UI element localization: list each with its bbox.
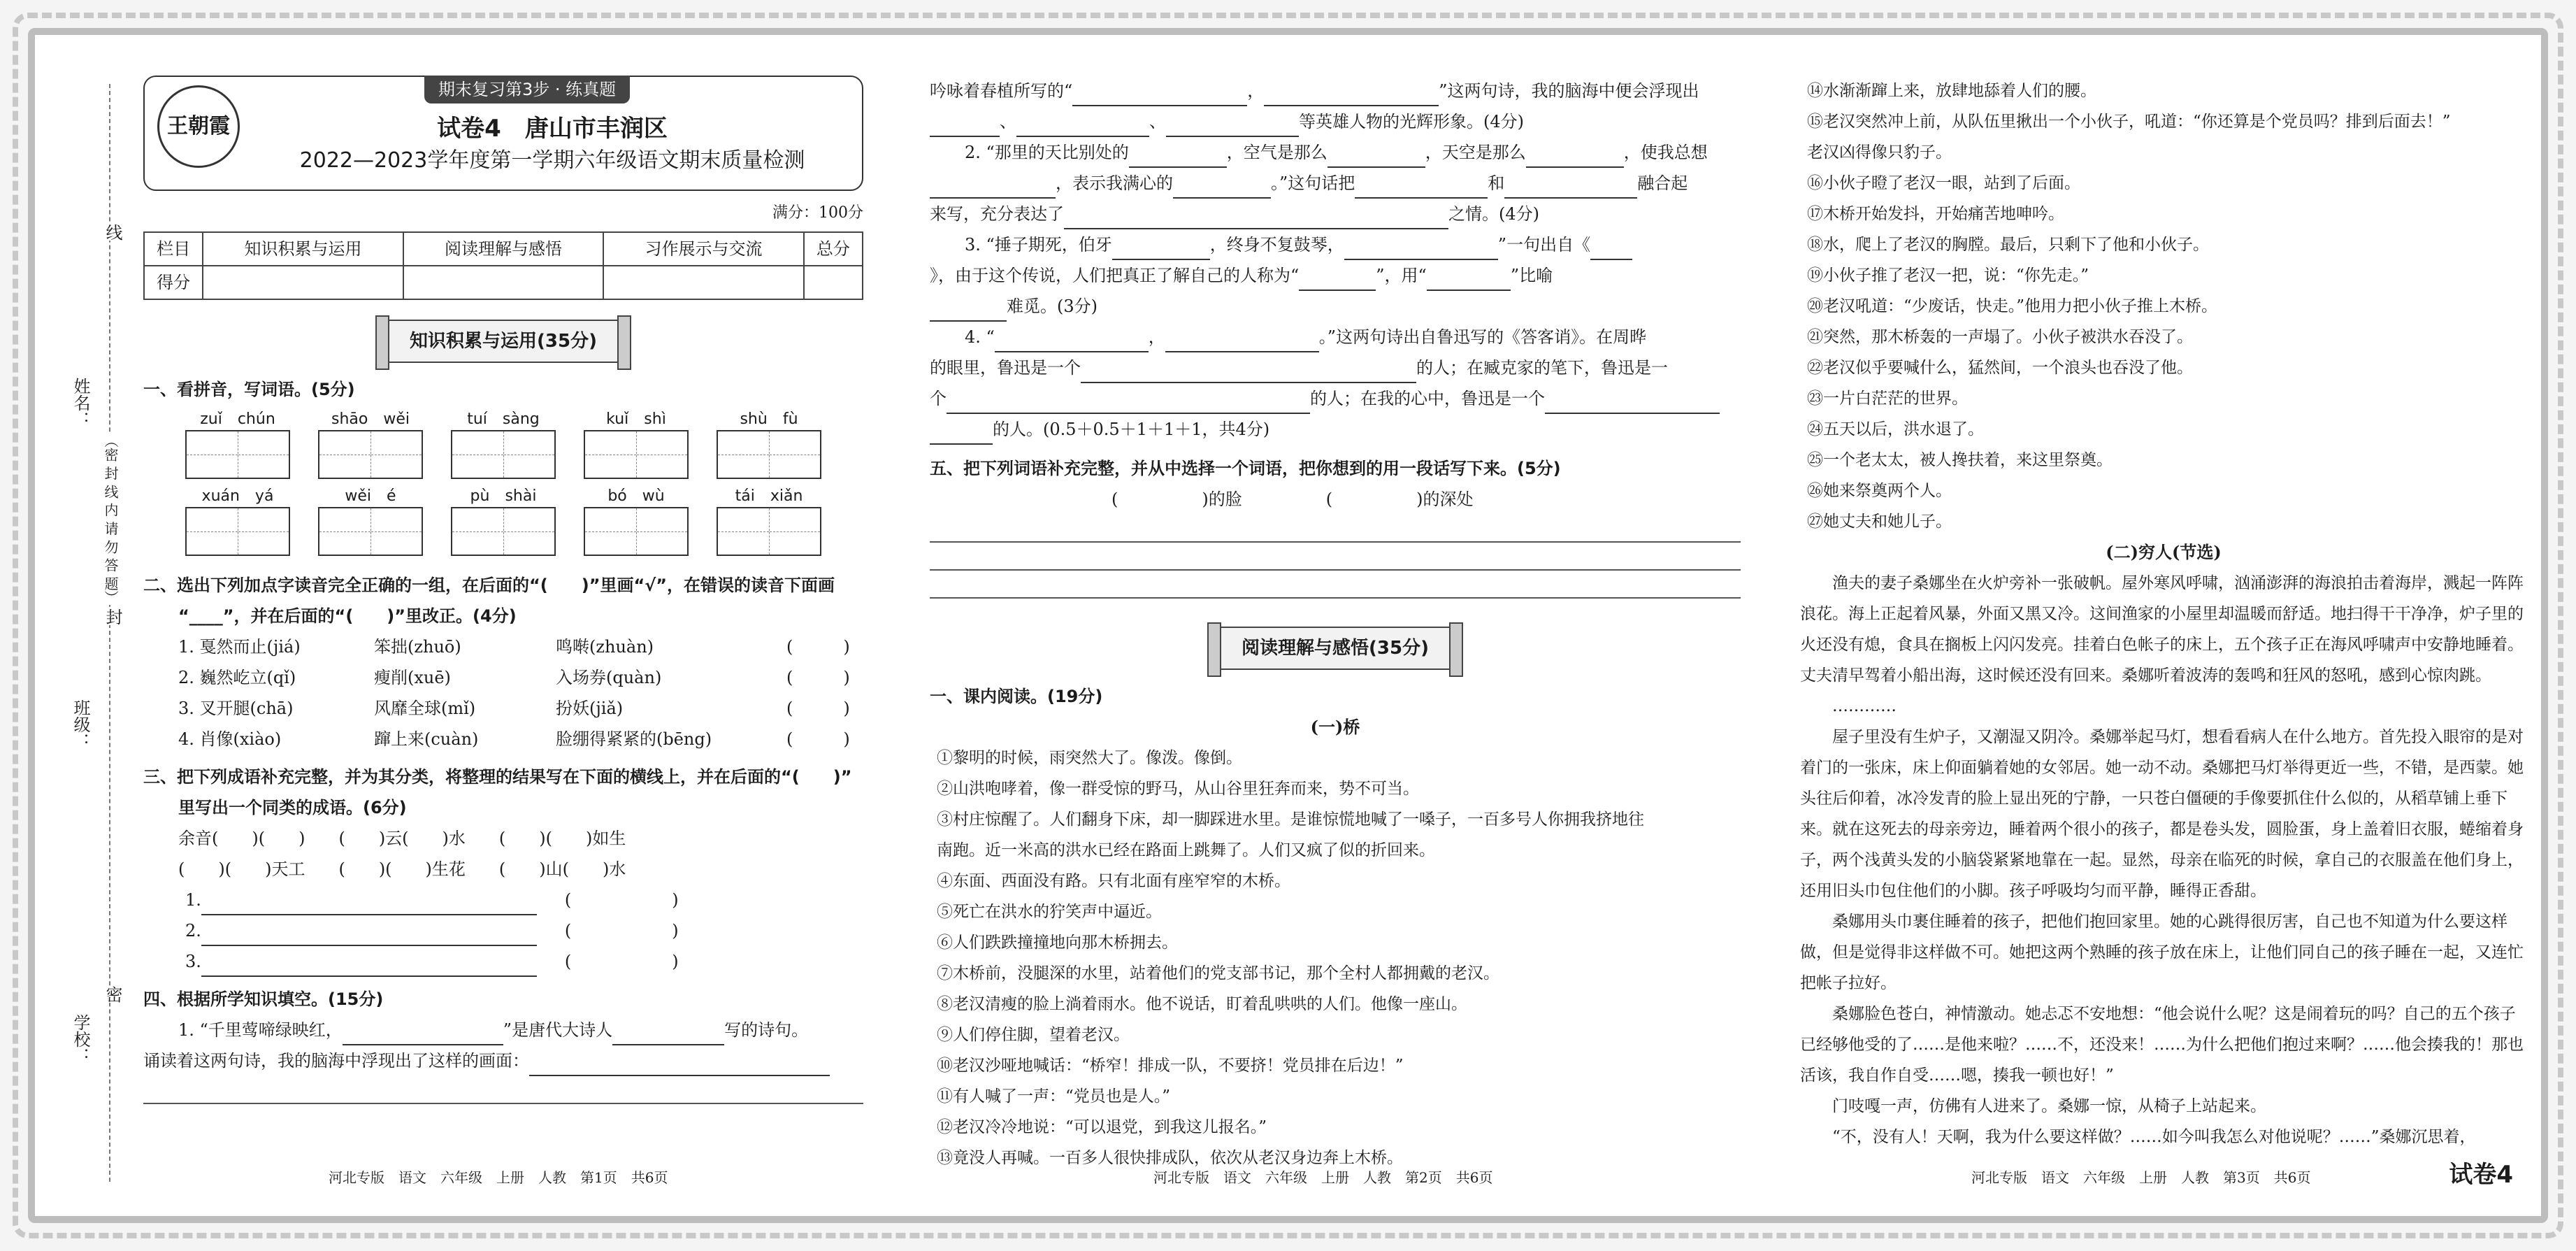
story-line: ⑱水，爬上了老汉的胸膛。最后，只剩下了他和小伙子。 <box>1807 236 2209 254</box>
story-bridge-continued <box>1800 76 2527 537</box>
story-line: ⑭水渐渐蹿上来，放肆地舔着人们的腰。 <box>1807 82 2096 100</box>
writing-box[interactable] <box>185 507 290 556</box>
section-reading: 阅读理解与感悟(35分) <box>1220 627 1451 670</box>
story-paragraph: 桑娜用头巾裹住睡着的孩子，把他们抱回家里。她的心跳得很厉害，自己也不知道为什么要这样做，但是觉得非这样做不可。她把这两个熟睡的孩子放在床上，让他们同自己的孩子睡在一起，又连忙把帐子拉好。 <box>1800 913 2524 992</box>
ellipsis: ………… <box>1832 697 1897 715</box>
q4-line-2: 诵读着这两句诗，我的脑海中浮现出了这样的画面： <box>143 1045 863 1076</box>
q3-title: 三、把下列成语补充完整，并为其分类，将整理的结果写在下面的横线上，并在后面的“( )” <box>143 767 852 787</box>
page-3 <box>1800 76 2527 1182</box>
story-paragraph: “不，没有人！天啊，我为什么要这样做？……如今叫我怎么对他说呢？……”桑娜沉思着， <box>1832 1128 2476 1146</box>
page-1 <box>143 76 863 1182</box>
story-line: ⑯小伙子瞪了老汉一眼，站到了后面。 <box>1807 174 2080 192</box>
seal-mark-1: 线 <box>101 224 125 241</box>
seal-mark-2: 封 <box>101 608 125 625</box>
writing-box[interactable] <box>318 430 423 479</box>
story-line: ⑫老汉冷冷地说：“可以退党，到我这儿报名。” <box>937 1118 1267 1136</box>
story-line: 南跑。近一米高的洪水已经在路面上跳舞了。人们又疯了似的折回来。 <box>937 841 1435 859</box>
writing-box[interactable] <box>717 430 821 479</box>
section-knowledge: 知识积累与运用(35分) <box>388 320 619 363</box>
q2-title: 二、选出下列加点字读音完全正确的一组，在后面的“( )”里画“√”，在错误的读音下面画 <box>143 576 835 595</box>
story-line: ⑦木桥前，没腿深的水里，站着他们的党支部书记，那个全村人都拥戴的老汉。 <box>937 964 1499 982</box>
story-line: ①黎明的时候，雨突然大了。像泼。像倒。 <box>937 749 1242 767</box>
story-paragraph: 渔夫的妻子桑娜坐在火炉旁补一张破帆。屋外寒风呼啸，汹涌澎湃的海浪拍击着海岸，溅起一阵阵浪花。海上正起着风暴，外面又黑又冷。这间渔家的小屋里却温暖而舒适。地扫得干干净净，炉子里的火还没有熄，食具在搁板上闪闪发亮。挂着白色帐子的床上，五个孩子正在海风呼啸声中安静地睡着。丈夫清早驾着小船出海，这时候还没有回来。桑娜听着波涛的轰鸣和狂风的怒吼，感到心惊肉跳。 <box>1800 574 2524 685</box>
score-table: 栏目 知识积累与运用 阅读理解与感悟 习作展示与交流 总分 得分 <box>143 231 863 300</box>
story-line: ㉖她来祭奠两个人。 <box>1807 482 1952 500</box>
q3-title-2: 里写出一个同类的成语。(6分) <box>178 798 407 817</box>
writing-box[interactable] <box>451 430 556 479</box>
review-badge: 期末复习第3步 · 练真题 <box>424 76 630 103</box>
q4-title: 四、根据所学知识填空。(15分) <box>143 989 384 1009</box>
story-paragraph: 屋子里没有生炉子，又潮湿又阴冷。桑娜举起马灯，想看看病人在什么地方。首先投入眼帘的是对着门的一张床，床上仰面躺着她的女邻居。她一动不动。桑娜把马灯举得更近一些，不错，是西蒙。她头往后仰着，冰冷发青的脸上显出死的宁静，一只苍白僵硬的手像要抓住什么似的，从稻草铺上垂下来。就在这死去的母亲旁边，睡着两个很小的孩子，都是卷头发，圆脸蛋，身上盖着旧衣服，蜷缩着身子，两个浅黄头发的小脑袋紧紧地靠在一起。显然，母亲在临死的时候，拿自己的衣服盖在他们身上，还用旧头巾包住他们的小脚。孩子呼吸均匀而平静，睡得正香甜。 <box>1800 728 2524 900</box>
story-line: ㉕一个老太太，被人搀扶着，来这里祭奠。 <box>1807 451 2113 469</box>
pinyin-row-2: xuán yá wěi é pù shài bó wù tái xiǎn <box>185 486 863 556</box>
story-line: ㉑突然，那木桥轰的一声塌了。小伙子被洪水吞没了。 <box>1807 328 2193 346</box>
story-line: ⑪有人喊了一声：“党员也是人。” <box>937 1087 1171 1106</box>
story-bridge <box>930 743 1741 1173</box>
writing-box[interactable] <box>318 507 423 556</box>
writing-box[interactable] <box>451 507 556 556</box>
school-label: 学校： <box>71 1014 90 1064</box>
q3-answer-2[interactable]: 2. ( ) <box>143 915 863 946</box>
exam-title: 试卷4 唐山市丰润区 <box>437 115 668 143</box>
story-line: 老汉凶得像只豹子。 <box>1807 143 1952 162</box>
story-line: ⑤死亡在洪水的狞笑声中逼近。 <box>937 903 1162 921</box>
writing-box[interactable] <box>717 507 821 556</box>
reading-q1-title: 一、课内阅读。(19分) <box>930 687 1103 706</box>
q3-answer-3[interactable]: 3. ( ) <box>143 946 863 977</box>
idiom-line-1: 余音( )( ) ( )云( )水 ( )( )如生 <box>178 829 626 848</box>
story-line: ⑥人们跌跌撞撞地向那木桥拥去。 <box>937 934 1178 952</box>
story-line: ㉓一片白茫茫的世界。 <box>1807 389 1968 408</box>
story-line: ⑨人们停住脚，望着老汉。 <box>937 1026 1130 1044</box>
idiom-line-2: ( )( )天工 ( )( )生花 ( )山( )水 <box>178 859 626 879</box>
story-line: ⑧老汉清瘦的脸上淌着雨水。他不说话，盯着乱哄哄的人们。他像一座山。 <box>937 995 1467 1013</box>
story-line: ④东面、西面没有路。只有北面有座窄窄的木桥。 <box>937 872 1290 890</box>
class-label: 班级： <box>71 699 90 750</box>
q4-line-1: 1. “千里莺啼绿映红， ”是唐代大诗人 写的诗句。 <box>143 1015 863 1045</box>
story-paragraph: 门吱嘎一声，仿佛有人进来了。桑娜一惊，从椅子上站起来。 <box>1832 1097 2266 1115</box>
seal-note: （密 封 线 内 请 勿 答 题） <box>101 434 121 605</box>
name-label: 姓名： <box>71 378 90 428</box>
exam-subtitle: 2022—2023学年度第一学期六年级语文期末质量检测 <box>299 148 805 173</box>
pinyin-row-1: zuǐ chún shāo wěi tuí sàng kuǐ shì shù fù <box>185 409 863 479</box>
exam-header <box>143 76 863 191</box>
story-line: ⑲小伙子推了老汉一把，说：“你先走。” <box>1807 266 2089 285</box>
q5-title: 五、把下列词语补充完整，并从中选择一个词语，把你想到的用一段话写下来。(5分) <box>930 459 1561 478</box>
paper-tag: 试卷4 <box>2449 1161 2513 1189</box>
footer-page-2: 河北专版 语文 六年级 上册 人教 第2页 共6页 <box>1153 1169 1493 1186</box>
q1-title: 一、看拼音，写词语。(5分) <box>143 380 355 399</box>
footer-page-3: 河北专版 语文 六年级 上册 人教 第3页 共6页 <box>1971 1169 2311 1186</box>
q4-answer-line[interactable] <box>143 1076 863 1104</box>
q5-line-3[interactable] <box>930 571 1741 599</box>
story-line: ㉒老汉似乎要喊什么，猛然间，一个浪头也吞没了他。 <box>1807 359 2193 377</box>
seal-line <box>109 84 110 1182</box>
story-title-poor: (二)穷人(节选) <box>2106 542 2222 562</box>
seal-mark-3: 密 <box>101 986 125 1003</box>
q3-answer-1[interactable]: 1. ( ) <box>143 885 863 915</box>
q2-rows: 1. 戛然而止(jiá) 笨拙(zhuō) 鸣啭(zhuàn) ( ) 2. 巍然屹立(qǐ) 瘦削(xuē) 入场券(quàn) ( ) 3. 叉开腿(chā) 风靡全球(mǐ) 扮妖(jiǎ) ( ) 4. 肖像(xiào) 蹿上来(cuàn) 脸绷得紧紧的(bēng) ( ) <box>178 637 850 749</box>
story-line: ⑮老汉突然冲上前，从队伍里揪出一个小伙子，吼道：“你还算是个党员吗？排到后面去！” <box>1807 113 2451 131</box>
story-title-bridge: (一)桥 <box>1310 717 1360 737</box>
story-line: ⑳老汉吼道：“少废话，快走。”他用力把小伙子推上木桥。 <box>1807 297 2218 315</box>
q2-title-2: “____”，并在后面的“( )”里改正。(4分) <box>178 606 517 626</box>
story-paragraph: 桑娜脸色苍白，神情激动。她忐忑不安地想：“他会说什么呢？这是闹着玩的吗？自己的五个孩子已经够他受的了……是他来啦？……不，还没来！……为什么把他们抱过来啊？……他会揍我的！那也活该，我自作自受……嗯，揍我一顿也好！” <box>1800 1005 2524 1085</box>
footer-page-1: 河北专版 语文 六年级 上册 人教 第1页 共6页 <box>329 1169 668 1186</box>
binding-strip <box>42 84 126 1182</box>
story-line: ㉔五天以后，洪水退了。 <box>1807 420 1984 438</box>
story-line: ③村庄惊醒了。人们翻身下床，却一脚踩进水里。是谁惊慌地喊了一嗓子，一百多号人你拥我挤地往 <box>937 810 1644 829</box>
writing-box[interactable] <box>584 430 689 479</box>
q5-line-1[interactable] <box>930 515 1741 543</box>
story-line: ⑰木桥开始发抖，开始痛苦地呻吟。 <box>1807 205 2064 223</box>
story-line: ⑩老汉沙哑地喊话：“桥窄！排成一队，不要挤！党员排在后边！” <box>937 1057 1404 1075</box>
story-line: ㉗她丈夫和她儿子。 <box>1807 513 1952 531</box>
story-line: ⑬竟没人再喊。一百多人很快排成队，依次从老汉身边奔上木桥。 <box>937 1149 1403 1167</box>
story-line: ②山洪咆哮着，像一群受惊的野马，从山谷里狂奔而来，势不可当。 <box>937 780 1419 798</box>
full-score: 满分：100分 <box>772 204 863 222</box>
writing-box[interactable] <box>185 430 290 479</box>
page-2: 吟咏着春植所写的“ ， ”这两句诗，我的脑海中便会浮现出 、 、 等英雄人物的光辉形象。(4分) 2. “那里的天比别处的 ，空气是那么 ，天空是那么 ，使我总想 ，表示我满心的 。”这句话把 和 融合起 来写，充分表达了 之情。(4分) 3. “捶子期死，伯牙 ，终身不复鼓琴， ”一句出自《 》，由于这个传说，人们把真正了解自己的人称为“ ”，用“ ”比喻 难觅。(3分) 4. “ ， 。”这两句诗出自鲁迅写的《答客诮》。在周晔 的眼里，鲁迅是一个 的人；在臧克家的笔下，鲁迅是一 个 的人；在我的心中，鲁迅是一个 的人。(0.5＋0.5＋1＋1＋1，共4分) 五、把下列词语补充完整，并从中选择一个词语，把你想到的用一段话写下来。(5分) ( )的脸 ( )的深处 阅读理解与感悟(35分) 一、课内阅读。(19分) (一)桥 ①黎明的时候，雨突然大了。像泼。像倒。 ②山洪咆哮着，像一群受惊的野马，从山谷里狂奔而来，势不可当。 ③村庄惊醒了。人们翻身下床，却一脚踩进水里。是谁惊慌地喊了一嗓子，一百多号人你拥我挤地往 南跑。近一米高的洪水已经在路面上跳舞了。人们又疯了似的折回来。 ④东面、西面没有路。只有北面有座窄窄的木桥。 ⑤死亡在洪水的狞笑声中逼近。 ⑥人们跌跌撞撞地向那木桥拥去。 ⑦木桥前，没腿深的水里，站着他们的党支部书记，那个全村人都拥戴的老汉。 ⑧老汉清瘦的脸上淌着雨水。他不说话，盯着乱哄哄的人们。他像一座山。 ⑨人们停住脚，望着老汉。 ⑩老汉沙哑地喊话：“桥窄！排成一队，不要挤！党员排在后边！” ⑪有人喊了一声：“党员也是人。” ⑫老汉冷冷地说：“可以退党，到我这儿报名。” ⑬竟没人再喊。一百多人很快排成队，依次从老汉身边奔上木桥。 <box>930 76 1741 1182</box>
q5-line-2[interactable] <box>930 543 1741 571</box>
brand-logo: 王朝霞 <box>157 85 240 168</box>
writing-box[interactable] <box>584 507 689 556</box>
